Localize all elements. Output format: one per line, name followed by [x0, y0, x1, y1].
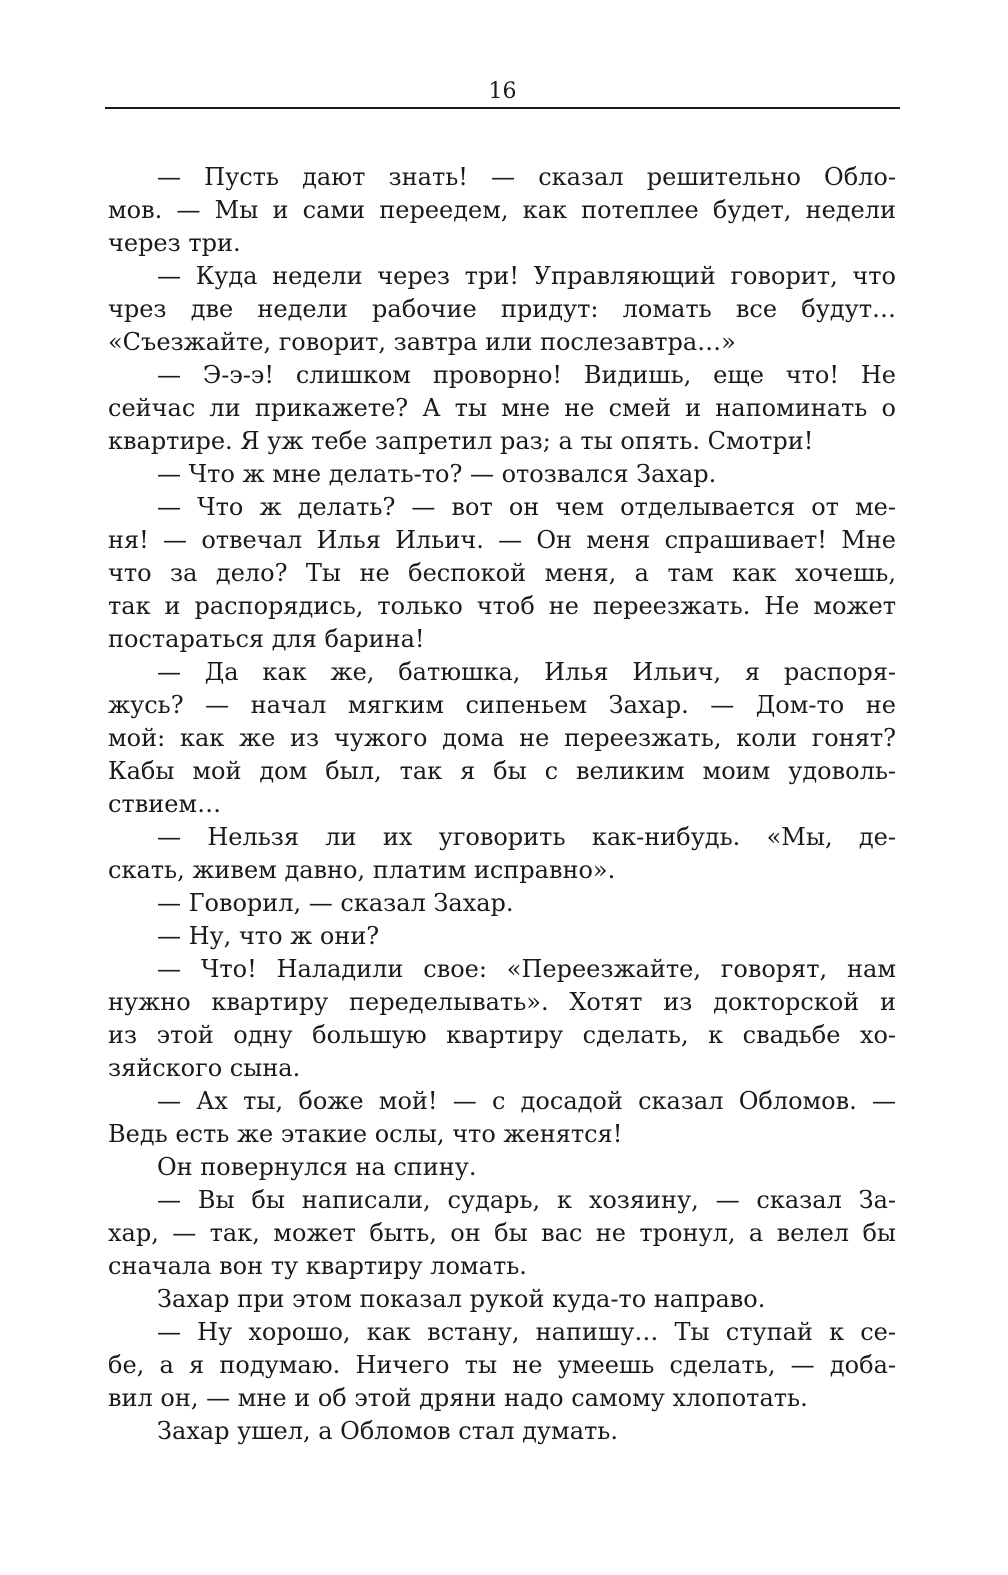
text-line: — Да как же, батюшка, Илья Ильич, я распоря-: [157, 658, 896, 686]
text-line: бе, а я подумаю. Ничего ты не умеешь сделать, — доба-: [108, 1351, 896, 1379]
text-line: — Ах ты, боже мой! — с досадой сказал Обломов. —: [157, 1087, 896, 1115]
text-line: Захар ушел, а Обломов стал думать.: [157, 1417, 619, 1445]
text-line: ня! — отвечал Илья Ильич. — Он меня спрашивает! Мне: [108, 526, 896, 554]
text-line: сейчас ли прикажете? А ты мне не смей и напоминать о: [108, 394, 896, 422]
text-line: — Что ж мне делать-то? — отозвался Захар.: [157, 460, 717, 488]
text-line: скать, живем давно, платим исправно».: [108, 856, 616, 884]
text-line: чрез две недели рабочие придут: ломать все будут…: [108, 295, 896, 323]
text-line: зяйского сына.: [108, 1054, 301, 1082]
text-line: квартире. Я уж тебе запретил раз; а ты опять. Смотри!: [108, 427, 814, 455]
text-line: «Съезжайте, говорит, завтра или послезавтра…»: [108, 328, 736, 356]
text-line: — Нельзя ли их уговорить как-нибудь. «Мы, де-: [157, 823, 896, 851]
text-line: жусь? — начал мягким сипеньем Захар. — Дом-то не: [108, 691, 896, 719]
text-line: что за дело? Ты не беспокой меня, а там как хочешь,: [108, 559, 896, 587]
text-line: — Пусть дают знать! — сказал решительно Обло-: [157, 163, 896, 191]
text-line: Ведь есть же этакие ослы, что женятся!: [108, 1120, 623, 1148]
text-line: — Куда недели через три! Управляющий говорит, что: [157, 262, 896, 290]
text-line: из этой одну большую квартиру сделать, к свадьбе хо-: [108, 1021, 896, 1049]
text-line: — Ну хорошо, как встану, напишу… Ты ступай к се-: [157, 1318, 896, 1346]
text-line: вил он, — мне и об этой дряни надо самому хлопотать.: [108, 1384, 808, 1412]
text-line: так и распорядись, только чтоб не переезжать. Не может: [108, 592, 896, 620]
text-line: сначала вон ту квартиру ломать.: [108, 1252, 527, 1280]
text-line: ствием…: [108, 790, 222, 818]
text-line: — Что ж делать? — вот он чем отделывается от ме-: [157, 493, 896, 521]
header-rule: [105, 107, 900, 109]
text-line: — Э-э-э! слишком проворно! Видишь, еще что! Не: [157, 361, 896, 389]
text-line: через три.: [108, 229, 241, 257]
body-text: [108, 161, 896, 1448]
text-line: мой: как же из чужого дома не переезжать, коли гонят?: [108, 724, 896, 752]
text-line: Захар при этом показал рукой куда-то направо.: [157, 1285, 766, 1313]
text-line: Он повернулся на спину.: [157, 1153, 477, 1181]
text-line: — Вы бы написали, сударь, к хозяину, — сказал За-: [157, 1186, 896, 1214]
text-line: — Ну, что ж они?: [157, 922, 380, 950]
text-line: — Что! Наладили свое: «Переезжайте, говорят, нам: [157, 955, 896, 983]
text-line: — Говорил, — сказал Захар.: [157, 889, 514, 917]
text-line: нужно квартиру переделывать». Хотят из докторской и: [108, 988, 896, 1016]
text-line: мов. — Мы и сами переедем, как потеплее будет, недели: [108, 196, 896, 224]
page-number: 16: [488, 79, 517, 104]
text-line: Кабы мой дом был, так я бы с великим моим удоволь-: [108, 757, 896, 785]
text-line: хар, — так, может быть, он бы вас не тронул, а велел бы: [108, 1219, 896, 1247]
text-line: постараться для барина!: [108, 625, 425, 653]
